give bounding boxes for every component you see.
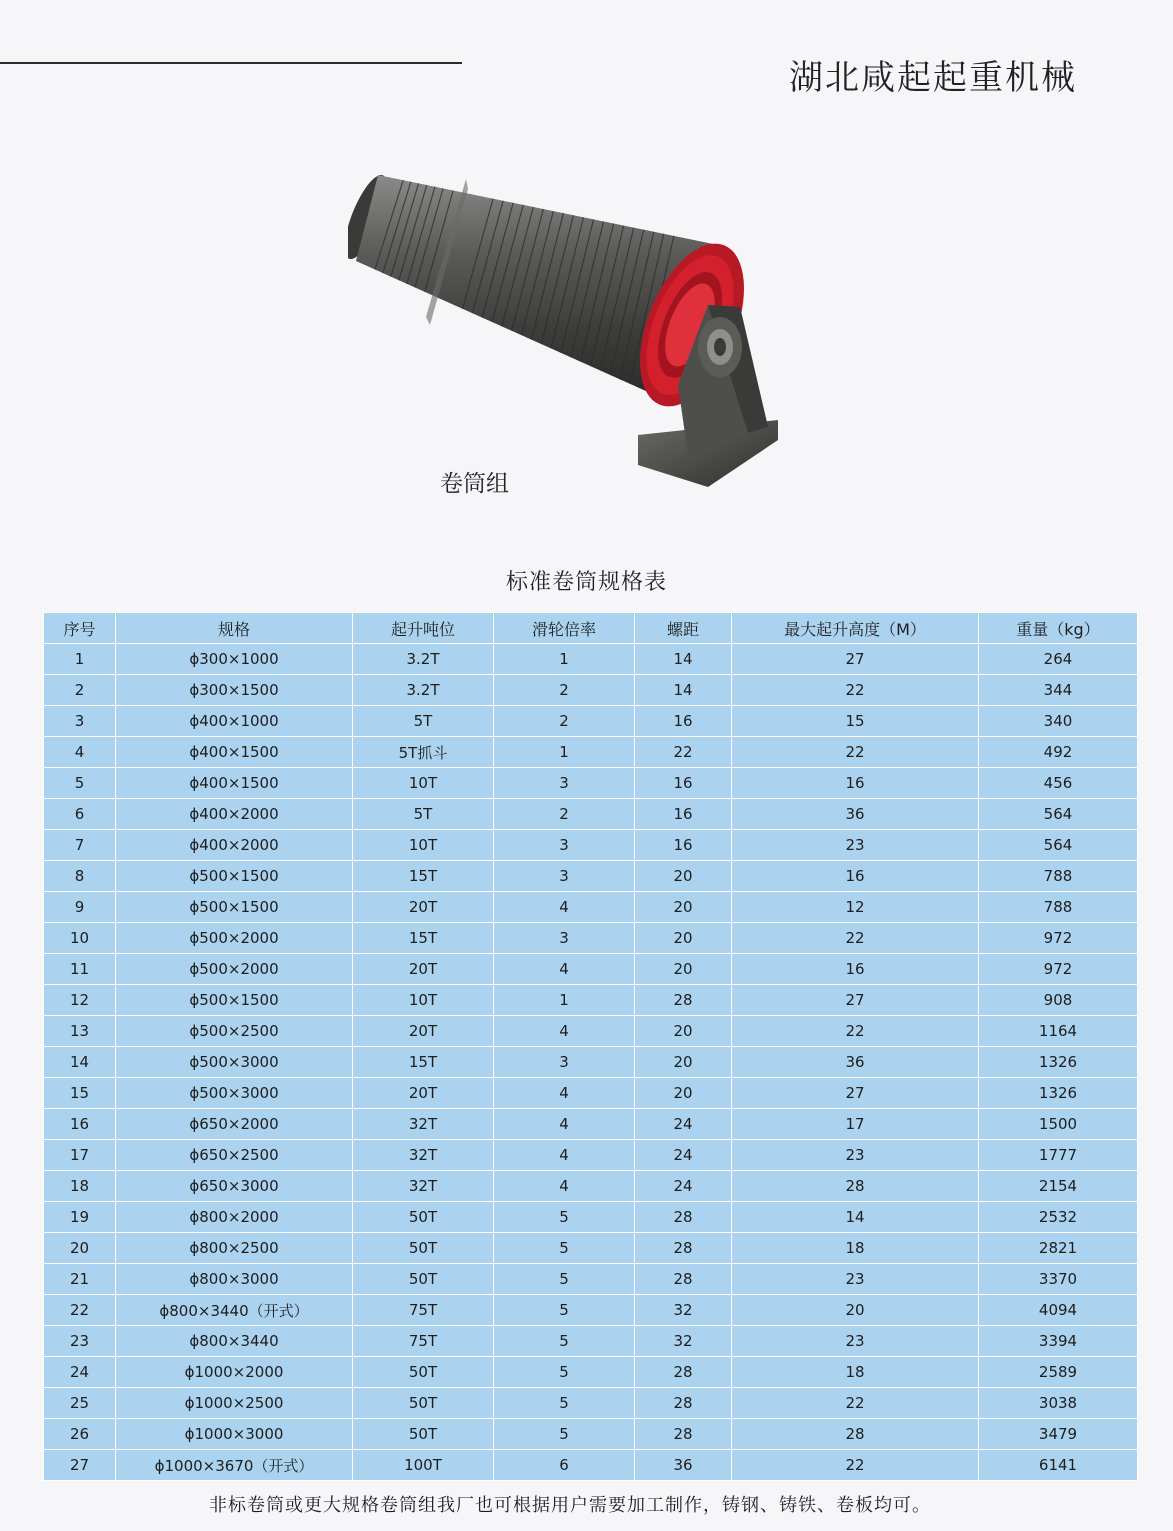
cell-pitch: 20 [635, 1078, 732, 1109]
table-row [44, 1233, 1138, 1264]
cell-spec: ϕ400×2000 [116, 799, 353, 830]
spec-table [43, 612, 1138, 1481]
cell-max-lift-height: 23 [732, 1140, 979, 1171]
cell-pitch: 24 [635, 1109, 732, 1140]
cell-weight: 2589 [979, 1357, 1138, 1388]
cell-capacity: 5T [353, 706, 494, 737]
cell-weight: 4094 [979, 1295, 1138, 1326]
cell-spec: ϕ500×3000 [116, 1078, 353, 1109]
column-header-index: 序号 [44, 613, 116, 644]
cell-weight: 1164 [979, 1016, 1138, 1047]
cell-weight: 340 [979, 706, 1138, 737]
cell-capacity: 15T [353, 861, 494, 892]
cell-max-lift-height: 23 [732, 1264, 979, 1295]
cell-pitch: 16 [635, 706, 732, 737]
cell-pitch: 32 [635, 1326, 732, 1357]
cell-max-lift-height: 27 [732, 644, 979, 675]
table-row [44, 1326, 1138, 1357]
cell-max-lift-height: 18 [732, 1233, 979, 1264]
table-row [44, 1202, 1138, 1233]
cell-spec: ϕ800×3000 [116, 1264, 353, 1295]
table-row [44, 1109, 1138, 1140]
cell-max-lift-height: 22 [732, 675, 979, 706]
cell-spec: ϕ300×1500 [116, 675, 353, 706]
table-row [44, 768, 1138, 799]
cell-reeving-ratio: 3 [494, 1047, 635, 1078]
cell-reeving-ratio: 3 [494, 861, 635, 892]
cell-index: 7 [44, 830, 116, 861]
company-name: 湖北咸起起重机械 [789, 58, 1077, 98]
cell-spec: ϕ400×1500 [116, 737, 353, 768]
cell-max-lift-height: 17 [732, 1109, 979, 1140]
cell-spec: ϕ1000×2000 [116, 1357, 353, 1388]
cell-max-lift-height: 12 [732, 892, 979, 923]
cell-reeving-ratio: 3 [494, 923, 635, 954]
cell-pitch: 20 [635, 892, 732, 923]
table-header-row [44, 613, 1138, 644]
cell-capacity: 20T [353, 954, 494, 985]
cell-weight: 1326 [979, 1047, 1138, 1078]
table-row [44, 1295, 1138, 1326]
cell-weight: 6141 [979, 1450, 1138, 1481]
cell-max-lift-height: 22 [732, 1388, 979, 1419]
cell-max-lift-height: 36 [732, 1047, 979, 1078]
cell-index: 5 [44, 768, 116, 799]
cell-pitch: 14 [635, 644, 732, 675]
cell-reeving-ratio: 5 [494, 1357, 635, 1388]
cell-reeving-ratio: 5 [494, 1326, 635, 1357]
cell-capacity: 32T [353, 1109, 494, 1140]
cell-spec: ϕ400×2000 [116, 830, 353, 861]
cell-weight: 1326 [979, 1078, 1138, 1109]
column-header-max-lift-height: 最大起升高度（M） [732, 613, 979, 644]
cell-max-lift-height: 36 [732, 799, 979, 830]
cell-index: 19 [44, 1202, 116, 1233]
cell-index: 23 [44, 1326, 116, 1357]
cell-weight: 788 [979, 861, 1138, 892]
cell-pitch: 28 [635, 985, 732, 1016]
cell-max-lift-height: 28 [732, 1419, 979, 1450]
cell-pitch: 28 [635, 1419, 732, 1450]
cell-max-lift-height: 28 [732, 1171, 979, 1202]
cell-capacity: 10T [353, 768, 494, 799]
cell-weight: 788 [979, 892, 1138, 923]
cell-weight: 972 [979, 954, 1138, 985]
cell-reeving-ratio: 2 [494, 675, 635, 706]
table-row [44, 923, 1138, 954]
cell-spec: ϕ400×1000 [116, 706, 353, 737]
column-header-weight: 重量（kg） [979, 613, 1138, 644]
cell-reeving-ratio: 3 [494, 768, 635, 799]
cell-max-lift-height: 16 [732, 861, 979, 892]
cell-pitch: 24 [635, 1140, 732, 1171]
table-row [44, 675, 1138, 706]
cell-max-lift-height: 15 [732, 706, 979, 737]
cell-spec: ϕ500×2500 [116, 1016, 353, 1047]
cell-weight: 3370 [979, 1264, 1138, 1295]
table-row [44, 737, 1138, 768]
column-header-pitch: 螺距 [635, 613, 732, 644]
cell-index: 16 [44, 1109, 116, 1140]
cell-weight: 908 [979, 985, 1138, 1016]
cell-capacity: 32T [353, 1171, 494, 1202]
cell-max-lift-height: 20 [732, 1295, 979, 1326]
table-row [44, 1264, 1138, 1295]
cell-index: 22 [44, 1295, 116, 1326]
cell-pitch: 28 [635, 1233, 732, 1264]
cell-index: 27 [44, 1450, 116, 1481]
header-rule [0, 62, 462, 64]
cell-pitch: 16 [635, 830, 732, 861]
cell-max-lift-height: 18 [732, 1357, 979, 1388]
cell-index: 6 [44, 799, 116, 830]
cell-index: 21 [44, 1264, 116, 1295]
cell-index: 26 [44, 1419, 116, 1450]
cell-pitch: 22 [635, 737, 732, 768]
cell-index: 11 [44, 954, 116, 985]
table-row [44, 706, 1138, 737]
cell-pitch: 32 [635, 1295, 732, 1326]
cell-reeving-ratio: 1 [494, 737, 635, 768]
table-row [44, 861, 1138, 892]
cell-reeving-ratio: 3 [494, 830, 635, 861]
cell-spec: ϕ500×2000 [116, 923, 353, 954]
cell-capacity: 10T [353, 830, 494, 861]
cell-reeving-ratio: 5 [494, 1388, 635, 1419]
table-row [44, 1419, 1138, 1450]
cell-spec: ϕ400×1500 [116, 768, 353, 799]
cell-capacity: 50T [353, 1419, 494, 1450]
cell-max-lift-height: 16 [732, 768, 979, 799]
cable-drum-image [348, 165, 788, 495]
cell-reeving-ratio: 4 [494, 1140, 635, 1171]
table-row [44, 1016, 1138, 1047]
cell-capacity: 10T [353, 985, 494, 1016]
cell-capacity: 50T [353, 1202, 494, 1233]
cell-spec: ϕ500×3000 [116, 1047, 353, 1078]
cell-reeving-ratio: 1 [494, 985, 635, 1016]
cell-reeving-ratio: 4 [494, 1016, 635, 1047]
cell-capacity: 15T [353, 923, 494, 954]
table-row [44, 1078, 1138, 1109]
cell-capacity: 32T [353, 1140, 494, 1171]
cell-capacity: 3.2T [353, 675, 494, 706]
cell-weight: 492 [979, 737, 1138, 768]
cell-reeving-ratio: 4 [494, 1109, 635, 1140]
table-row [44, 1450, 1138, 1481]
cell-index: 18 [44, 1171, 116, 1202]
cell-pitch: 28 [635, 1202, 732, 1233]
cell-spec: ϕ650×2000 [116, 1109, 353, 1140]
cell-spec: ϕ1000×3670（开式） [116, 1450, 353, 1481]
cell-weight: 3479 [979, 1419, 1138, 1450]
cell-reeving-ratio: 4 [494, 1078, 635, 1109]
cell-pitch: 28 [635, 1388, 732, 1419]
cell-index: 15 [44, 1078, 116, 1109]
cell-index: 9 [44, 892, 116, 923]
cell-capacity: 50T [353, 1233, 494, 1264]
cell-pitch: 14 [635, 675, 732, 706]
table-row [44, 1140, 1138, 1171]
cell-reeving-ratio: 5 [494, 1295, 635, 1326]
cell-spec: ϕ500×1500 [116, 861, 353, 892]
cell-index: 17 [44, 1140, 116, 1171]
cell-pitch: 20 [635, 1047, 732, 1078]
cell-max-lift-height: 22 [732, 737, 979, 768]
column-header-capacity: 起升吨位 [353, 613, 494, 644]
cell-spec: ϕ800×2000 [116, 1202, 353, 1233]
cell-index: 2 [44, 675, 116, 706]
cell-weight: 456 [979, 768, 1138, 799]
table-row [44, 1388, 1138, 1419]
cell-max-lift-height: 16 [732, 954, 979, 985]
cell-max-lift-height: 27 [732, 1078, 979, 1109]
column-header-reeving-ratio: 滑轮倍率 [494, 613, 635, 644]
cell-max-lift-height: 27 [732, 985, 979, 1016]
table-title: 标准卷筒规格表 [505, 570, 667, 595]
cell-index: 8 [44, 861, 116, 892]
cell-spec: ϕ650×3000 [116, 1171, 353, 1202]
cell-capacity: 3.2T [353, 644, 494, 675]
cell-weight: 972 [979, 923, 1138, 954]
cell-reeving-ratio: 5 [494, 1264, 635, 1295]
cell-pitch: 16 [635, 799, 732, 830]
cell-capacity: 20T [353, 1016, 494, 1047]
cell-index: 20 [44, 1233, 116, 1264]
cell-spec: ϕ500×1500 [116, 892, 353, 923]
cell-pitch: 20 [635, 923, 732, 954]
cell-weight: 2154 [979, 1171, 1138, 1202]
cell-capacity: 15T [353, 1047, 494, 1078]
cell-index: 25 [44, 1388, 116, 1419]
cell-pitch: 28 [635, 1264, 732, 1295]
cell-weight: 1777 [979, 1140, 1138, 1171]
cell-spec: ϕ1000×3000 [116, 1419, 353, 1450]
table-row [44, 1171, 1138, 1202]
footnote: 非标卷筒或更大规格卷筒组我厂也可根据用户需要加工制作，铸钢、铸铁、卷板均可。 [209, 1495, 931, 1516]
cell-index: 1 [44, 644, 116, 675]
cell-capacity: 50T [353, 1264, 494, 1295]
cell-pitch: 20 [635, 1016, 732, 1047]
cell-reeving-ratio: 1 [494, 644, 635, 675]
cell-reeving-ratio: 4 [494, 892, 635, 923]
cell-reeving-ratio: 2 [494, 706, 635, 737]
cell-max-lift-height: 22 [732, 1450, 979, 1481]
cell-pitch: 28 [635, 1357, 732, 1388]
cell-reeving-ratio: 5 [494, 1233, 635, 1264]
cell-max-lift-height: 22 [732, 1016, 979, 1047]
cell-index: 3 [44, 706, 116, 737]
cell-spec: ϕ650×2500 [116, 1140, 353, 1171]
cell-reeving-ratio: 4 [494, 954, 635, 985]
cell-weight: 3394 [979, 1326, 1138, 1357]
cell-index: 12 [44, 985, 116, 1016]
cell-index: 10 [44, 923, 116, 954]
table-row [44, 830, 1138, 861]
cell-pitch: 24 [635, 1171, 732, 1202]
cell-pitch: 16 [635, 768, 732, 799]
cell-pitch: 20 [635, 954, 732, 985]
cell-spec: ϕ300×1000 [116, 644, 353, 675]
cell-spec: ϕ500×2000 [116, 954, 353, 985]
cell-capacity: 5T抓斗 [353, 737, 494, 768]
cell-reeving-ratio: 5 [494, 1202, 635, 1233]
cell-max-lift-height: 23 [732, 830, 979, 861]
cell-spec: ϕ800×2500 [116, 1233, 353, 1264]
cell-spec: ϕ1000×2500 [116, 1388, 353, 1419]
table-row [44, 985, 1138, 1016]
cell-reeving-ratio: 4 [494, 1171, 635, 1202]
cell-reeving-ratio: 2 [494, 799, 635, 830]
cell-spec: ϕ800×3440（开式） [116, 1295, 353, 1326]
cell-weight: 3038 [979, 1388, 1138, 1419]
cell-weight: 344 [979, 675, 1138, 706]
cell-pitch: 36 [635, 1450, 732, 1481]
cell-index: 24 [44, 1357, 116, 1388]
cell-capacity: 75T [353, 1295, 494, 1326]
cell-weight: 1500 [979, 1109, 1138, 1140]
table-body [44, 644, 1138, 1481]
cell-capacity: 50T [353, 1357, 494, 1388]
cell-capacity: 75T [353, 1326, 494, 1357]
cell-weight: 264 [979, 644, 1138, 675]
cell-weight: 2821 [979, 1233, 1138, 1264]
table-row [44, 644, 1138, 675]
cell-weight: 564 [979, 830, 1138, 861]
cell-pitch: 20 [635, 861, 732, 892]
cell-capacity: 100T [353, 1450, 494, 1481]
cell-reeving-ratio: 5 [494, 1419, 635, 1450]
table-row [44, 954, 1138, 985]
cell-reeving-ratio: 6 [494, 1450, 635, 1481]
cell-spec: ϕ800×3440 [116, 1326, 353, 1357]
cell-max-lift-height: 23 [732, 1326, 979, 1357]
cell-index: 4 [44, 737, 116, 768]
cell-capacity: 5T [353, 799, 494, 830]
cell-max-lift-height: 14 [732, 1202, 979, 1233]
cell-weight: 564 [979, 799, 1138, 830]
cell-capacity: 20T [353, 1078, 494, 1109]
column-header-spec: 规格 [116, 613, 353, 644]
cell-capacity: 50T [353, 1388, 494, 1419]
table-row [44, 892, 1138, 923]
cell-spec: ϕ500×1500 [116, 985, 353, 1016]
cell-index: 13 [44, 1016, 116, 1047]
table-row [44, 1047, 1138, 1078]
product-caption: 卷筒组 [440, 471, 509, 497]
cell-index: 14 [44, 1047, 116, 1078]
table-row [44, 799, 1138, 830]
cell-max-lift-height: 22 [732, 923, 979, 954]
cell-capacity: 20T [353, 892, 494, 923]
table-row [44, 1357, 1138, 1388]
cell-weight: 2532 [979, 1202, 1138, 1233]
